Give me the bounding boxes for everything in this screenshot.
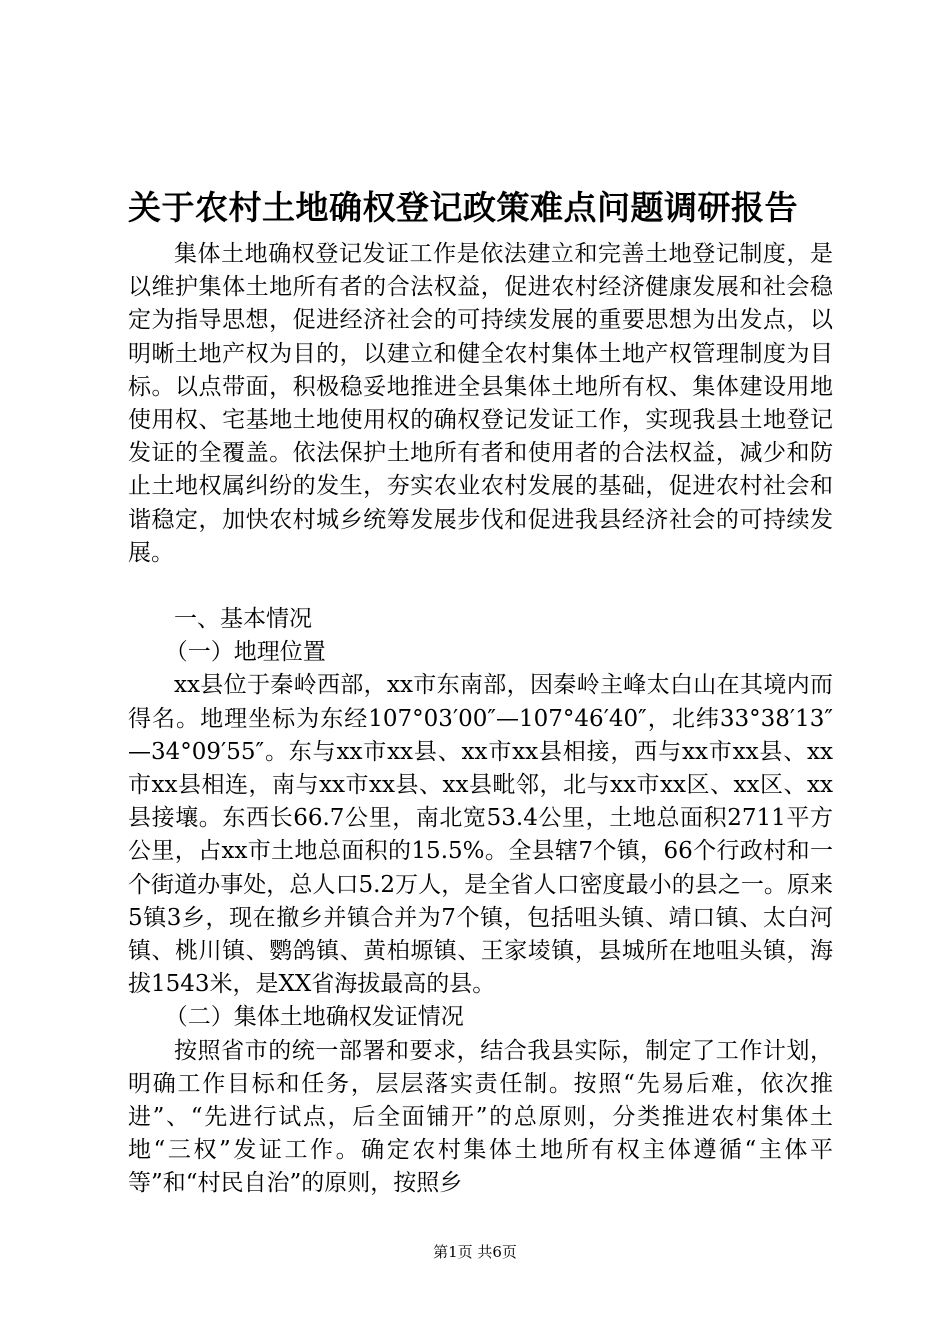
subsection-heading-certification: （二）集体土地确权发证情况 [164, 1004, 464, 1031]
document-body [128, 238, 833, 1201]
certification-paragraph: 按照省市的统一部署和要求，结合我县实际，制定了工作计划，明确工作目标和任务，层层落实责任制。按照“先易后难，依次推进”、“先进行试点，后全面铺开”的总原则，分类推进农村集体土地“三权”发证工作。确定农村集体土地所有权主体遵循“主体平等”和“村民自治”的原则，按照乡 [128, 1037, 833, 1197]
page-footer: 第1页 共6页 [433, 1243, 517, 1261]
subsection-heading-location: （一）地理位置 [164, 639, 326, 666]
intro-paragraph: 集体土地确权登记发证工作是依法建立和完善土地登记制度，是以维护集体土地所有者的合法权益，促进农村经济健康发展和社会稳定为指导思想，促进经济社会的可持续发展的重要思想为出发点，以明晰土地产权为目的，以建立和健全农村集体土地产权管理制度为目标。以点带面，积极稳妥地推进全县集体土地所有权、集体建设用地使用权、宅基地土地使用权的确权登记发证工作，实现我县土地登记发证的全覆盖。依法保护土地所有者和使用者的合法权益，减少和防止土地权属纠纷的发生，夯实农业农村发展的基础，促进农村社会和谐稳定，加快农村城乡统筹发展步伐和促进我县经济社会的可持续发展。 [128, 241, 833, 566]
document-title: 关于农村土地确权登记政策难点问题调研报告 [128, 188, 798, 227]
section-heading-basic-situation: 一、基本情况 [174, 606, 312, 633]
location-paragraph: xx县位于秦岭西部，xx市东南部，因秦岭主峰太白山在其境内而得名。地理坐标为东经107°03′00″—107°46′40″，北纬33°38′13″—34°09′55″。东与xx市xx县、xx市xx县相接，西与xx市xx县、xx市xx县相连，南与xx市xx县、xx县毗邻，北与xx市xx区、xx区、xx县接壤。东西长66.7公里，南北宽53.4公里，土地总面积2711平方公里，占xx市土地总面积的15.5%。全县辖7个镇，66个行政村和一个街道办事处，总人口5.2万人，是全省人口密度最小的县之一。原来5镇3乡，现在撤乡并镇合并为7个镇，包括咀头镇、靖口镇、太白河镇、桃川镇、鹦鸽镇、黄柏塬镇、王家堎镇，县城所在地咀头镇，海拔1543米，是XX省海拔最高的县。 [128, 672, 833, 998]
